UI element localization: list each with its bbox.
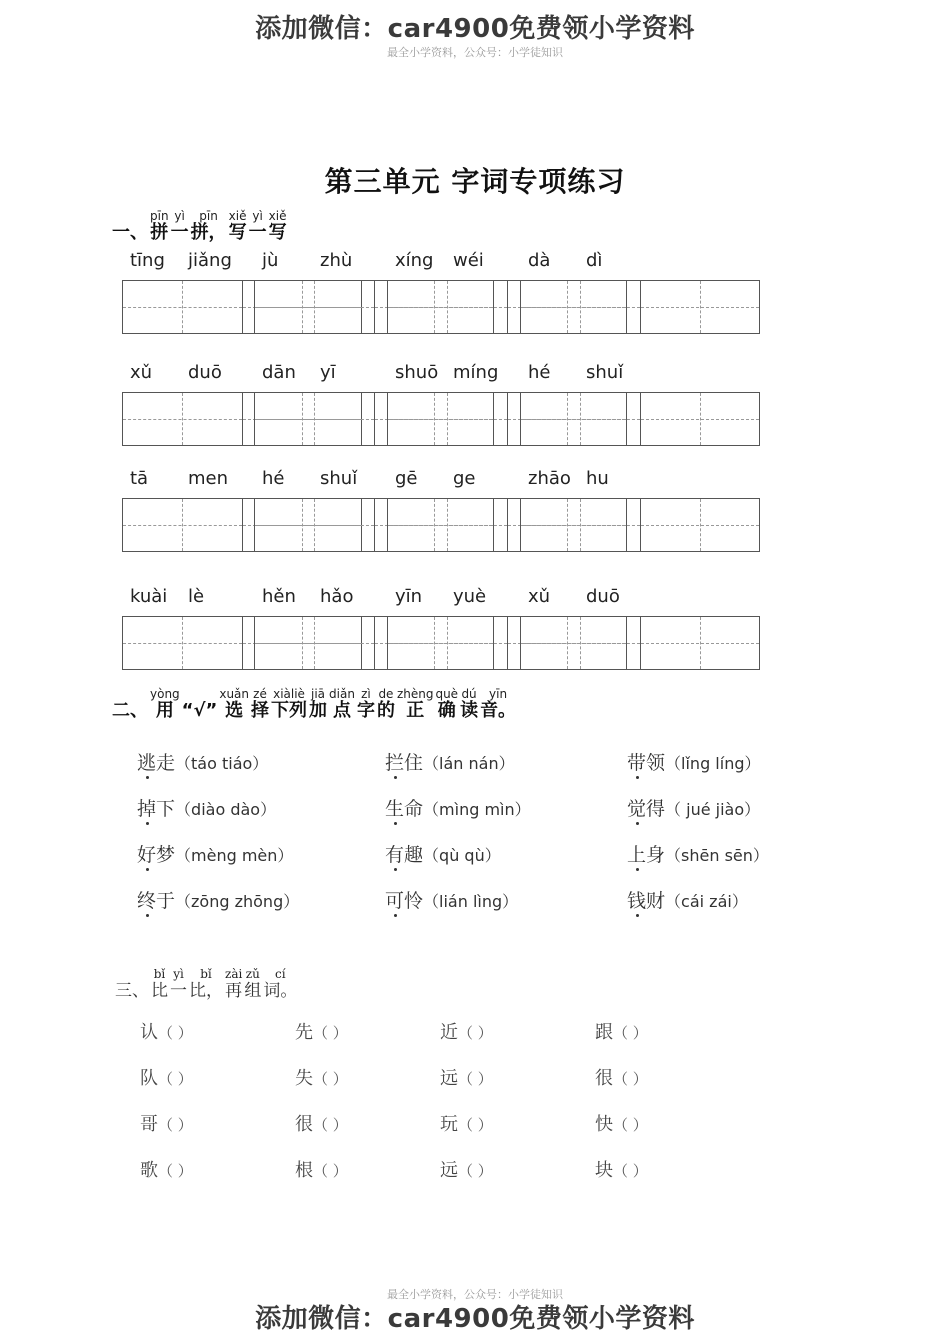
- compare-item[interactable]: [595, 1018, 648, 1044]
- pinyin-options[interactable]: （zōng zhōng）: [175, 892, 300, 911]
- section2-pinyin: dú: [461, 687, 477, 701]
- writing-cell[interactable]: [641, 499, 760, 551]
- word-character: 梦: [156, 844, 176, 866]
- section2-hanzi: 读: [460, 700, 479, 721]
- pronunciation-item[interactable]: [385, 840, 501, 867]
- compare-item[interactable]: [295, 1156, 348, 1182]
- answer-blank[interactable]: （ ）: [613, 1162, 648, 1180]
- section3-pinyin: yì: [173, 967, 184, 981]
- section2-number: 二、: [112, 700, 148, 721]
- writing-cell[interactable]: [641, 617, 760, 669]
- writing-grid[interactable]: [520, 280, 760, 334]
- pinyin-options[interactable]: （mìng mìn）: [423, 800, 531, 819]
- section3-word: [263, 968, 297, 1001]
- section2-hanzi: 正: [406, 700, 425, 721]
- pinyin-label: duō: [188, 362, 222, 383]
- compare-character: 哥: [140, 1114, 158, 1135]
- pronunciation-item[interactable]: [385, 886, 518, 913]
- pinyin-label: tīng: [130, 250, 165, 271]
- section2-pinyin: yòng: [150, 687, 180, 701]
- section2-hanzi: 字: [356, 700, 375, 721]
- writing-cell[interactable]: [521, 393, 641, 445]
- section3-hanzi: 比: [151, 981, 168, 1001]
- section2-pinyin: xuǎn: [219, 687, 250, 701]
- section2-hanzi: 用: [155, 700, 174, 721]
- section2-hanzi: 下列: [271, 700, 308, 721]
- section2-hanzi: 加: [309, 700, 328, 721]
- compare-item[interactable]: [140, 1110, 193, 1136]
- section2-hanzi: 音。: [480, 700, 517, 721]
- pinyin-options[interactable]: （lán nán）: [423, 754, 515, 773]
- dotted-character: 逃: [137, 748, 156, 775]
- compare-character: 歌: [140, 1160, 158, 1181]
- section2-hanzi: “√”: [181, 700, 218, 721]
- pinyin-options[interactable]: （cái zái）: [665, 892, 748, 911]
- section1-pinyin: yì: [252, 209, 263, 223]
- pinyin-label: xíng: [395, 250, 434, 271]
- footer-watermark: 最全小学资料，公众号：小学徒知识: [387, 1288, 563, 1301]
- section3-number: 三、: [115, 981, 149, 1001]
- writing-grid[interactable]: [520, 498, 760, 552]
- section2-pinyin: xiàliè: [273, 687, 305, 701]
- pinyin-label: zhāo: [528, 468, 571, 489]
- writing-cell[interactable]: [388, 617, 508, 669]
- pinyin-label: dà: [528, 250, 551, 271]
- answer-blank[interactable]: （ ）: [158, 1116, 193, 1134]
- compare-item[interactable]: [440, 1018, 493, 1044]
- word-character: 走: [156, 752, 176, 774]
- pinyin-label: shuǐ: [320, 468, 358, 489]
- section2-word: [329, 688, 355, 721]
- section3-pinyin: bǐ: [153, 967, 166, 981]
- writing-grid[interactable]: [520, 392, 760, 446]
- pinyin-label: lè: [188, 586, 205, 607]
- compare-item[interactable]: [440, 1110, 493, 1136]
- pinyin-label: míng: [453, 362, 499, 383]
- compare-character: 队: [140, 1068, 158, 1089]
- pinyin-options[interactable]: （ jué jiào）: [665, 800, 761, 819]
- section1-word: [171, 210, 189, 243]
- section1-hanzi: 拼，: [190, 222, 227, 243]
- section2-pinyin: diǎn: [329, 687, 355, 701]
- answer-blank[interactable]: （ ）: [613, 1024, 648, 1042]
- section2-pinyin: de: [378, 687, 394, 701]
- section1-hanzi: 写: [228, 222, 247, 243]
- writing-cell[interactable]: [521, 499, 641, 551]
- header-watermark: 最全小学资料，公众号：小学徒知识: [387, 46, 563, 59]
- compare-character: 近: [440, 1022, 458, 1043]
- pinyin-label: hé: [528, 362, 551, 383]
- answer-blank[interactable]: （ ）: [313, 1116, 348, 1134]
- dotted-character: 可: [385, 886, 404, 913]
- pronunciation-item[interactable]: [137, 840, 293, 867]
- section3-pinyin: zài: [225, 967, 243, 981]
- section1-hanzi: 写: [268, 222, 287, 243]
- section1-pinyin: pīn: [199, 209, 218, 223]
- dotted-character: 上: [627, 840, 646, 867]
- pinyin-options[interactable]: （lǐng líng）: [665, 754, 761, 773]
- section2-word: [480, 688, 516, 721]
- pinyin-label: dì: [586, 250, 603, 271]
- pinyin-label: yī: [320, 362, 336, 383]
- pinyin-options[interactable]: （lián lìng）: [423, 892, 519, 911]
- section1-word: [191, 210, 227, 243]
- answer-blank[interactable]: （ ）: [458, 1070, 493, 1088]
- compare-item[interactable]: [595, 1064, 648, 1090]
- section1-word: [150, 210, 169, 243]
- section1-hanzi: 一: [248, 222, 267, 243]
- answer-blank[interactable]: （ ）: [313, 1024, 348, 1042]
- writing-grid[interactable]: [520, 616, 760, 670]
- compare-character: 很: [295, 1114, 313, 1135]
- section2-pinyin: jiā: [311, 687, 326, 701]
- pinyin-label: tā: [130, 468, 149, 489]
- pronunciation-item[interactable]: [385, 794, 531, 821]
- pinyin-label: xǔ: [130, 362, 153, 383]
- word-character: 怜: [404, 890, 424, 912]
- writing-cell[interactable]: [255, 281, 375, 333]
- writing-cell[interactable]: [388, 393, 508, 445]
- section2-hanzi: 确: [437, 700, 456, 721]
- writing-cell[interactable]: [388, 281, 508, 333]
- section2-pinyin: zì: [361, 687, 371, 701]
- section2-word: [150, 688, 180, 721]
- word-character: 领: [646, 752, 666, 774]
- dotted-character: 钱: [627, 886, 646, 913]
- answer-blank[interactable]: （ ）: [458, 1162, 493, 1180]
- section3-pinyin: bǐ: [200, 967, 212, 981]
- writing-cell[interactable]: [255, 393, 375, 445]
- compare-character: 先: [295, 1022, 313, 1043]
- word-character: 命: [404, 798, 424, 820]
- dotted-character: 生: [385, 794, 404, 821]
- compare-character: 远: [440, 1068, 458, 1089]
- section2-pinyin: yīn: [489, 687, 508, 701]
- word-character: 于: [156, 890, 176, 912]
- dotted-character: 拦: [385, 748, 404, 775]
- section2-hanzi: 选: [225, 700, 244, 721]
- answer-blank[interactable]: （ ）: [158, 1162, 193, 1180]
- compare-item[interactable]: [295, 1064, 348, 1090]
- pinyin-options[interactable]: （diào dào）: [175, 800, 277, 819]
- writing-cell[interactable]: [255, 499, 375, 551]
- word-character: 得: [646, 798, 666, 820]
- pronunciation-item[interactable]: [137, 886, 299, 913]
- pronunciation-item[interactable]: [137, 748, 268, 775]
- answer-blank[interactable]: （ ）: [313, 1070, 348, 1088]
- section2-hanzi: 择: [251, 700, 270, 721]
- pronunciation-item[interactable]: [627, 840, 769, 867]
- section2-hanzi: 的: [376, 700, 395, 721]
- compare-item[interactable]: [440, 1064, 493, 1090]
- compare-item[interactable]: [595, 1156, 648, 1182]
- pronunciation-item[interactable]: [627, 794, 760, 821]
- writing-cell[interactable]: [123, 281, 243, 333]
- pinyin-label: yīn: [395, 586, 423, 607]
- compare-character: 跟: [595, 1022, 613, 1043]
- footer-banner: 添加微信：car4900免费领小学资料: [255, 1304, 695, 1334]
- pronunciation-item[interactable]: [385, 748, 515, 775]
- pinyin-label: gē: [395, 468, 418, 489]
- answer-blank[interactable]: （ ）: [613, 1070, 648, 1088]
- dotted-character: 掉: [137, 794, 156, 821]
- section1-heading: [112, 210, 289, 243]
- compare-character: 块: [595, 1160, 613, 1181]
- pinyin-label: hu: [586, 468, 609, 489]
- pinyin-label: duō: [586, 586, 620, 607]
- dotted-character: 终: [137, 886, 156, 913]
- section3-hanzi: 词。: [263, 981, 298, 1001]
- section1-word: [229, 210, 247, 243]
- section3-pinyin: cí: [275, 967, 286, 981]
- pinyin-label: men: [188, 468, 229, 489]
- section1-pinyin: yì: [174, 209, 185, 223]
- section2-word: [397, 688, 434, 721]
- section2-word: [182, 688, 218, 721]
- section1-number: 一、: [112, 222, 148, 243]
- pinyin-label: hé: [262, 468, 285, 489]
- section2-word: [357, 688, 375, 721]
- compare-character: 失: [295, 1068, 313, 1089]
- pronunciation-item[interactable]: [137, 794, 276, 821]
- compare-character: 很: [595, 1068, 613, 1089]
- section3-word: [244, 968, 261, 1001]
- section2-heading: [112, 688, 518, 721]
- pinyin-label: jù: [262, 250, 279, 271]
- writing-cell[interactable]: [641, 393, 760, 445]
- section1-word: [249, 210, 267, 243]
- answer-blank[interactable]: （ ）: [458, 1116, 493, 1134]
- section2-pinyin: zhèng: [396, 687, 434, 701]
- writing-cell[interactable]: [521, 617, 641, 669]
- pinyin-label: wéi: [453, 250, 484, 271]
- dotted-character: 好: [137, 840, 156, 867]
- pinyin-label: xǔ: [528, 586, 551, 607]
- section1-hanzi: 一: [170, 222, 189, 243]
- compare-item[interactable]: [140, 1018, 193, 1044]
- section3-word: [189, 968, 223, 1001]
- compare-character: 远: [440, 1160, 458, 1181]
- writing-cell[interactable]: [388, 499, 508, 551]
- section2-word: [377, 688, 395, 721]
- section3-word: [170, 968, 187, 1001]
- section2-hanzi: 点: [332, 700, 351, 721]
- writing-cell[interactable]: [255, 617, 375, 669]
- header-banner: 添加微信：car4900免费领小学资料: [255, 14, 695, 44]
- compare-item[interactable]: [295, 1018, 348, 1044]
- section3-hanzi: 再: [225, 981, 243, 1001]
- writing-cell[interactable]: [123, 499, 243, 551]
- writing-cell[interactable]: [521, 281, 641, 333]
- section2-word: [309, 688, 327, 721]
- writing-cell[interactable]: [123, 617, 243, 669]
- word-character: 住: [404, 752, 424, 774]
- pinyin-label: shuō: [395, 362, 439, 383]
- compare-character: 根: [295, 1160, 313, 1181]
- pinyin-label: shuǐ: [586, 362, 624, 383]
- section2-word: [219, 688, 249, 721]
- section3-hanzi: 组: [244, 981, 262, 1001]
- pinyin-options[interactable]: （qù qù）: [423, 846, 501, 865]
- dotted-character: 觉: [627, 794, 646, 821]
- compare-item[interactable]: [140, 1064, 193, 1090]
- writing-cell[interactable]: [641, 281, 760, 333]
- compare-item[interactable]: [440, 1156, 493, 1182]
- answer-blank[interactable]: （ ）: [613, 1116, 648, 1134]
- section1-word: [269, 210, 287, 243]
- pinyin-label: yuè: [453, 586, 487, 607]
- compare-character: 玩: [440, 1114, 458, 1135]
- section3-hanzi: 比，: [189, 981, 223, 1001]
- section2-pinyin: què: [435, 687, 459, 701]
- compare-item[interactable]: [140, 1156, 193, 1182]
- word-character: 财: [646, 890, 666, 912]
- answer-blank[interactable]: （ ）: [313, 1162, 348, 1180]
- pinyin-label: hǎo: [320, 586, 354, 607]
- pronunciation-item[interactable]: [627, 886, 748, 913]
- compare-item[interactable]: [595, 1110, 648, 1136]
- answer-blank[interactable]: （ ）: [158, 1024, 193, 1042]
- writing-cell[interactable]: [123, 393, 243, 445]
- section3-heading: [115, 968, 299, 1001]
- section3-word: [151, 968, 168, 1001]
- pinyin-label: kuài: [130, 586, 168, 607]
- section1-pinyin: pīn: [150, 209, 169, 223]
- pinyin-label: dān: [262, 362, 296, 383]
- pronunciation-item[interactable]: [627, 748, 761, 775]
- dotted-character: 带: [627, 748, 646, 775]
- pinyin-options[interactable]: （shēn sēn）: [665, 846, 769, 865]
- section1-pinyin: xiě: [228, 209, 247, 223]
- section3-hanzi: 一: [170, 981, 187, 1001]
- pinyin-label: hěn: [262, 586, 296, 607]
- page-title: 第三单元 字词专项练习: [324, 165, 626, 198]
- word-character: 身: [646, 844, 666, 866]
- section1-hanzi: 拼: [150, 222, 169, 243]
- dotted-character: 有: [385, 840, 404, 867]
- compare-item[interactable]: [295, 1110, 348, 1136]
- section3-pinyin: zǔ: [245, 967, 260, 981]
- pinyin-options[interactable]: （táo tiáo）: [175, 754, 269, 773]
- answer-blank[interactable]: （ ）: [458, 1024, 493, 1042]
- compare-character: 认: [140, 1022, 158, 1043]
- section1-pinyin: xiě: [268, 209, 287, 223]
- word-character: 下: [156, 798, 176, 820]
- pinyin-options[interactable]: （mèng mèn）: [175, 846, 294, 865]
- pinyin-label: jiǎng: [188, 250, 232, 271]
- pinyin-label: zhù: [320, 250, 353, 271]
- compare-character: 快: [595, 1114, 613, 1135]
- section2-word: [251, 688, 269, 721]
- section2-word: [435, 688, 458, 721]
- answer-blank[interactable]: （ ）: [158, 1070, 193, 1088]
- section2-word: [271, 688, 307, 721]
- word-character: 趣: [404, 844, 424, 866]
- section2-pinyin: zé: [253, 687, 267, 701]
- section3-word: [225, 968, 242, 1001]
- pinyin-label: ge: [453, 468, 476, 489]
- section2-word: [460, 688, 478, 721]
